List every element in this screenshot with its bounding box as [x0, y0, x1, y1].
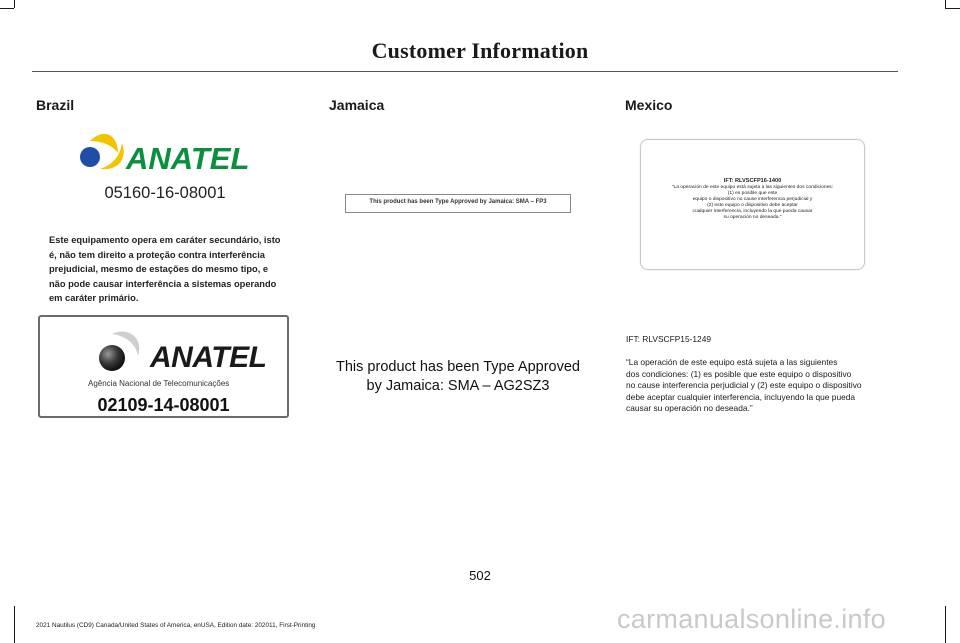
anatel-label-logo-text: ANATEL: [150, 341, 267, 374]
heading-mexico: Mexico: [625, 97, 673, 113]
mexico-label-card: [640, 139, 865, 270]
crop-mark-bottom-left-v: [14, 606, 15, 643]
anatel-sphere-icon: [92, 328, 142, 383]
heading-brazil: Brazil: [36, 97, 75, 113]
anatel-logo-text: ANATEL: [126, 141, 250, 176]
page-title: Customer Information: [371, 38, 589, 63]
page-number: 502: [469, 568, 491, 583]
anatel-code-2: 02109-14-08001: [97, 395, 230, 415]
mexico-card-text: “La operación de este equipo está sujeta a las siguientes dos condiciones: (1) es posible que este equipo o dispositivo no cause interferencia perjudicial y (2) este equipo o dispositivo debe aceptar cualquier interferencia, incluyendo la que pueda causar su operación no deseada.”: [671, 185, 834, 220]
crop-mark-top-right-v: [945, 0, 946, 8]
watermark: carmanualsonline.info: [617, 604, 886, 634]
jamaica-label-text: This product has been Type Approved by Jamaica: SMA – FP3: [369, 199, 547, 205]
crop-mark-top-left-h: [0, 8, 14, 9]
crop-mark-top-right-h: [945, 8, 960, 9]
mexico-card-ift: IFT: RLVSCFP16-1400: [723, 178, 782, 184]
mexico-ift: IFT: RLVSCFP15-1249: [626, 334, 712, 344]
heading-jamaica: Jamaica: [329, 97, 385, 113]
footer-edition: 2021 Nautilus (CD9) Canada/United States of America, enUSA, Edition date: 202011, First-Printing: [36, 622, 316, 629]
anatel-logo: [72, 131, 252, 176]
anatel-logo-graphic: [72, 131, 252, 176]
jamaica-label: [345, 194, 571, 213]
crop-mark-top-left-v: [14, 0, 15, 8]
mexico-statement: “La operación de este equipo está sujeta a las siguientes dos condiciones: (1) es posible que este equipo o dispositivo no cause interferencia perjudicial y (2) este equipo o dispositivo debe aceptar cualquier interferencia, incluyendo la que pueda causar su operación no deseada.”: [626, 357, 862, 413]
brazil-statement: Este equipamento opera em caráter secundário, isto é, não tem direito a proteção contra interferência prejudicial, mesmo de estações do mesmo tipo, e não pode causar interferência a sistemas operando em caráter primário.: [49, 235, 281, 303]
anatel-agency-name: Agência Nacional de Telecomunicações: [88, 379, 230, 388]
anatel-blue-dot-icon: [80, 147, 100, 167]
crop-mark-bottom-right-v: [945, 606, 946, 643]
header-rule: [32, 71, 898, 72]
anatel-label-box: [38, 315, 289, 418]
jamaica-statement: This product has been Type Approved by Jamaica: SMA – AG2SZ3: [336, 359, 580, 394]
anatel-code-1: 05160-16-08001: [104, 184, 226, 202]
